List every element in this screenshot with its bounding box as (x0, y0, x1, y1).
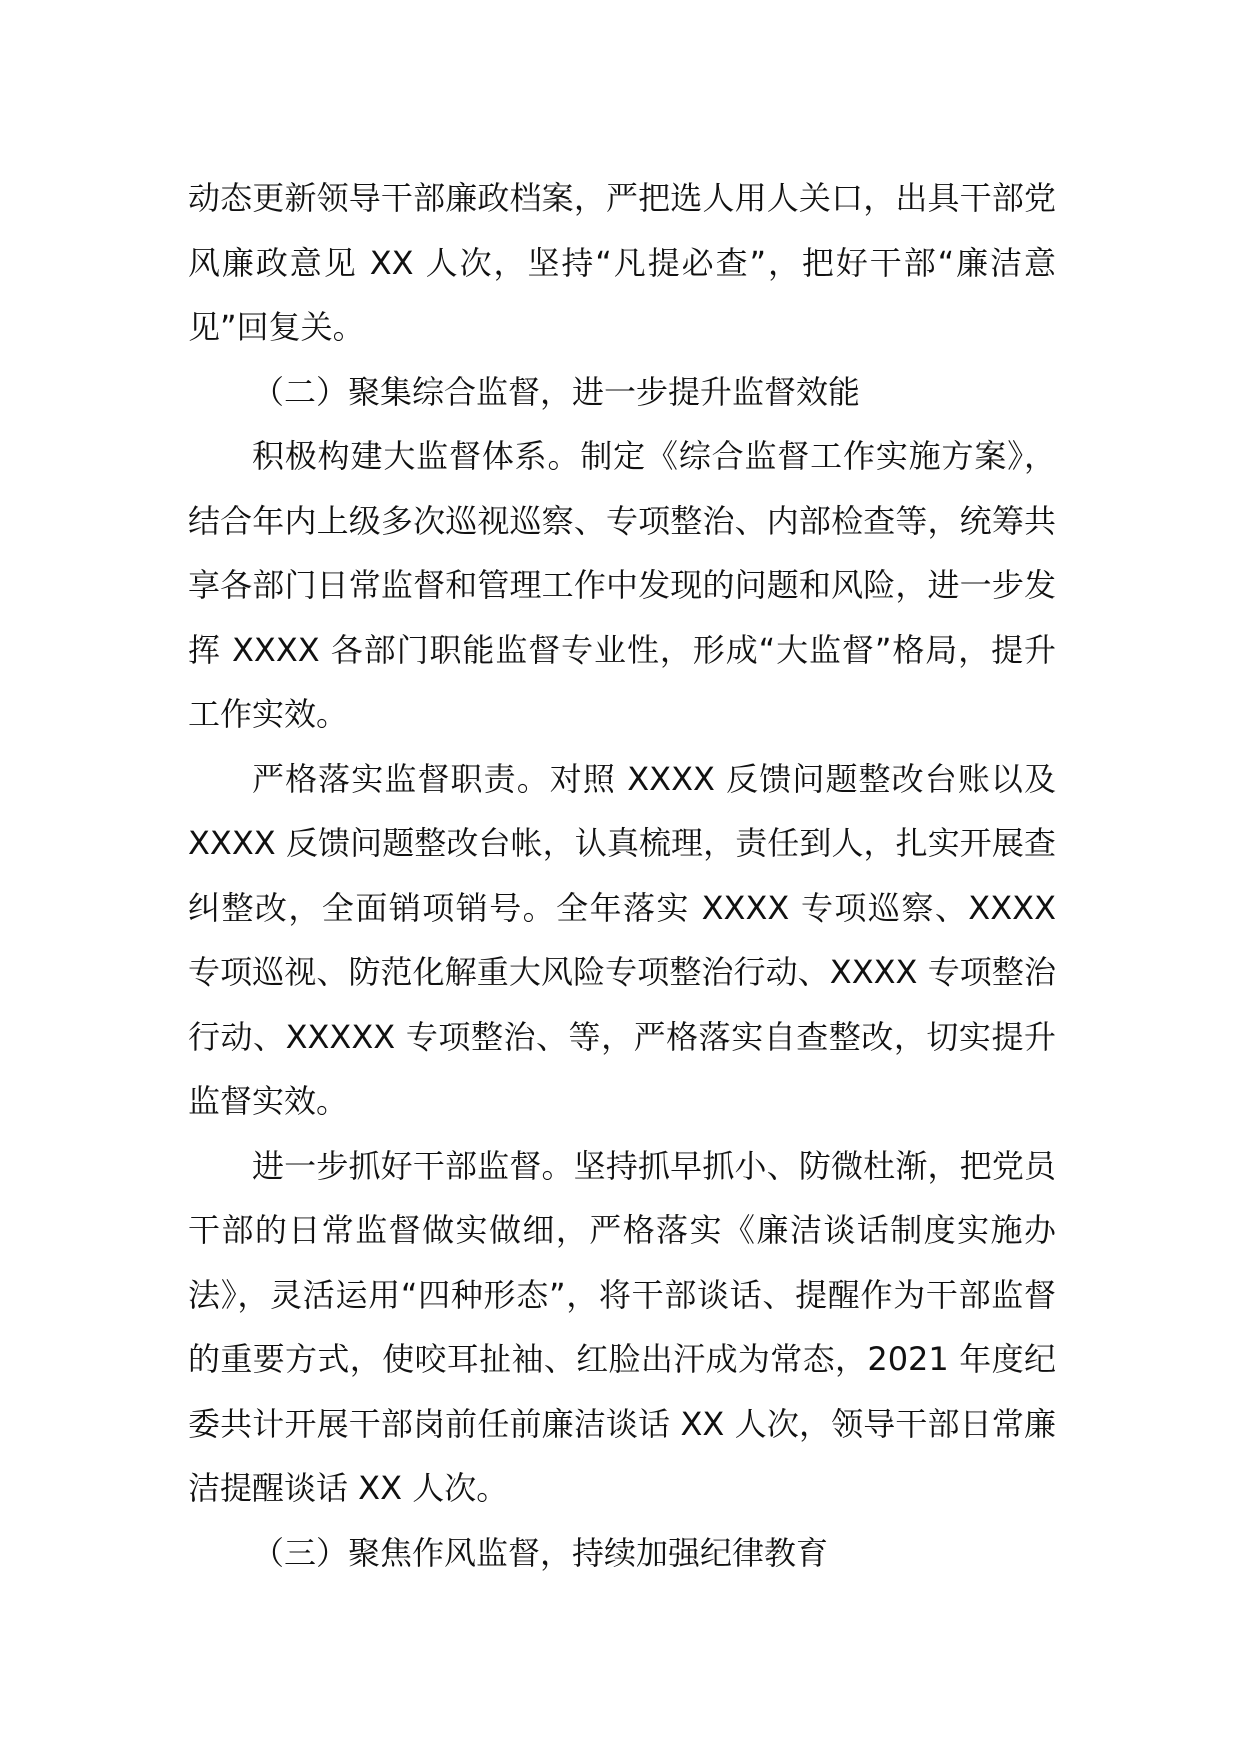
document-body (188, 166, 1056, 1585)
section-heading-two: （二）聚集综合监督，进一步提升监督效能 (252, 372, 861, 411)
paragraph-supervision-duties: 严格落实监督职责。对照 XXXX 反馈问题整改台账以及 XXXX 反馈问题整改台帐，认真梳理，责任到人，扎实开展查纠整改，全面销项销号。全年落实 XXXX 专项巡察、XXXX 专项巡视、防范化解重大风险专项整治行动、XXXX 专项整治行动、XXXXX 专项整治、等，严格落实自查整改，切实提升监督实效。 (188, 759, 1056, 1120)
paragraph-continued: 动态更新领导干部廉政档案，严把选人用人关口，出具干部党风廉政意见 XX 人次，坚持“凡提必查”，把好干部“廉洁意见”回复关。 (188, 179, 1056, 346)
paragraph-supervision-system: 积极构建大监督体系。制定《综合监督工作实施方案》，结合年内上级多次巡视巡察、专项整治、内部检查等，统筹共享各部门日常监督和管理工作中发现的问题和风险，进一步发挥 XXXX 各部门职能监督专业性，形成“大监督”格局，提升工作实效。 (188, 437, 1056, 733)
paragraph-cadre-supervision: 进一步抓好干部监督。坚持抓早抓小、防微杜渐，把党员干部的日常监督做实做细，严格落实《廉洁谈话制度实施办法》，灵活运用“四种形态”，将干部谈话、提醒作为干部监督的重要方式，使咬耳扯袖、红脸出汗成为常态，2021 年度纪委共计开展干部岗前任前廉洁谈话 XX 人次，领导干部日常廉洁提醒谈话 XX 人次。 (188, 1146, 1056, 1507)
section-heading-three: （三）聚焦作风监督，持续加强纪律教育 (252, 1533, 829, 1572)
